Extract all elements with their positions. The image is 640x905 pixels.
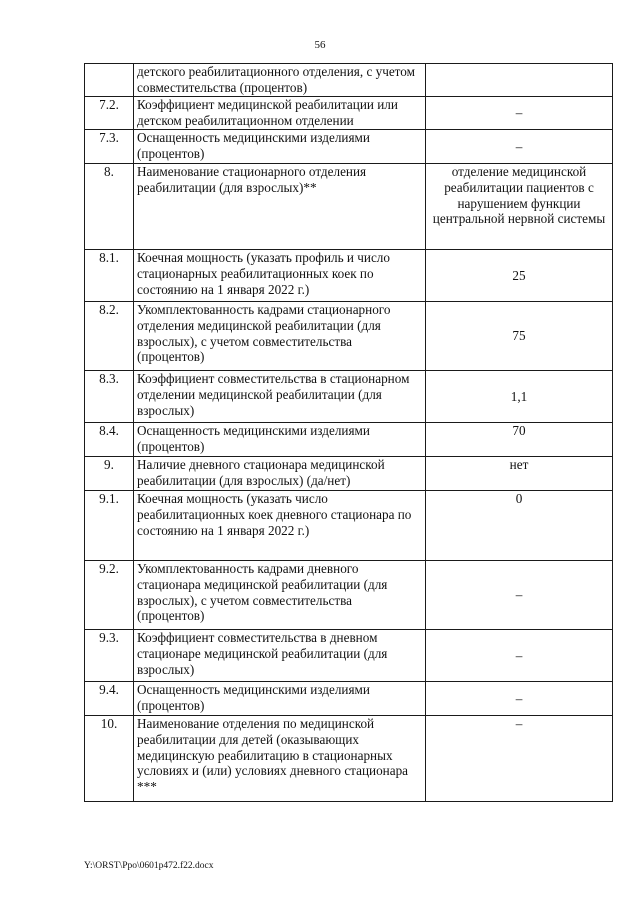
table-row bbox=[85, 64, 613, 97]
row-value: 0 bbox=[426, 491, 613, 561]
table-row bbox=[85, 561, 613, 630]
footer-file-path: Y:\ORST\Ppo\0601p472.f22.docx bbox=[84, 861, 214, 871]
row-description: Укомплектованность кадрами дневного стационара медицинской реабилитации (для взрослых), с учетом совместительства (процентов) bbox=[134, 561, 426, 630]
row-number: 9.1. bbox=[85, 491, 134, 561]
row-description: Оснащенность медицинскими изделиями (процентов) bbox=[134, 423, 426, 457]
row-value: 70 bbox=[426, 423, 613, 457]
table-row bbox=[85, 97, 613, 130]
row-description: Коэффициент медицинской реабилитации или детском реабилитационном отделении bbox=[134, 97, 426, 130]
row-number: 9.2. bbox=[85, 561, 134, 630]
row-value: 25 bbox=[426, 250, 613, 302]
table-row bbox=[85, 457, 613, 491]
row-value: – bbox=[426, 682, 613, 716]
table-row bbox=[85, 130, 613, 164]
row-description: Наличие дневного стационара медицинской реабилитации (для взрослых) (да/нет) bbox=[134, 457, 426, 491]
table-row bbox=[85, 164, 613, 250]
table-row bbox=[85, 630, 613, 682]
row-description: Коечная мощность (указать профиль и число стационарных реабилитационных коек по состоянию на 1 января 2022 г.) bbox=[134, 250, 426, 302]
row-value: – bbox=[426, 130, 613, 164]
row-number: 8.4. bbox=[85, 423, 134, 457]
row-number: 9.3. bbox=[85, 630, 134, 682]
row-number: 9. bbox=[85, 457, 134, 491]
table-row bbox=[85, 423, 613, 457]
table-row bbox=[85, 302, 613, 371]
row-value: нет bbox=[426, 457, 613, 491]
row-description: Коечная мощность (указать число реабилитационных коек дневного стационара по состоянию на 1 января 2022 г.) bbox=[134, 491, 426, 561]
row-value: 1,1 bbox=[426, 371, 613, 423]
page-number: 56 bbox=[314, 39, 326, 51]
row-number: 8.1. bbox=[85, 250, 134, 302]
row-value: – bbox=[426, 97, 613, 130]
row-value bbox=[426, 64, 613, 97]
row-description: Коэффициент совместительства в стационарном отделении медицинской реабилитации (для взрослых) bbox=[134, 371, 426, 423]
row-number: 10. bbox=[85, 716, 134, 802]
table-row bbox=[85, 716, 613, 802]
row-number: 8.2. bbox=[85, 302, 134, 371]
row-description: Оснащенность медицинскими изделиями (процентов) bbox=[134, 682, 426, 716]
row-description: Коэффициент совместительства в дневном стационаре медицинской реабилитации (для взрослых) bbox=[134, 630, 426, 682]
row-value: – bbox=[426, 561, 613, 630]
table-row bbox=[85, 250, 613, 302]
row-description: Наименование отделения по медицинской реабилитации для детей (оказывающих медицинскую реабилитацию в стационарных условиях и (или) условиях дневного стационара *** bbox=[134, 716, 426, 802]
row-description: Наименование стационарного отделения реабилитации (для взрослых)** bbox=[134, 164, 426, 250]
row-value: 75 bbox=[426, 302, 613, 371]
row-number: 8. bbox=[85, 164, 134, 250]
row-number: 8.3. bbox=[85, 371, 134, 423]
row-description: Оснащенность медицинскими изделиями (процентов) bbox=[134, 130, 426, 164]
rehabilitation-table bbox=[84, 63, 613, 802]
row-description: детского реабилитационного отделения, с учетом совместительства (процентов) bbox=[134, 64, 426, 97]
row-value: – bbox=[426, 716, 613, 802]
table-row bbox=[85, 371, 613, 423]
table-row bbox=[85, 491, 613, 561]
row-number: 7.2. bbox=[85, 97, 134, 130]
row-description: Укомплектованность кадрами стационарного отделения медицинской реабилитации (для взрослых), с учетом совместительства (процентов) bbox=[134, 302, 426, 371]
row-value: – bbox=[426, 630, 613, 682]
row-number: 9.4. bbox=[85, 682, 134, 716]
table-row bbox=[85, 682, 613, 716]
row-value: отделение медицинской реабилитации пациентов с нарушением функции центральной нервной системы bbox=[426, 164, 613, 250]
row-number: 7.3. bbox=[85, 130, 134, 164]
row-number bbox=[85, 64, 134, 97]
